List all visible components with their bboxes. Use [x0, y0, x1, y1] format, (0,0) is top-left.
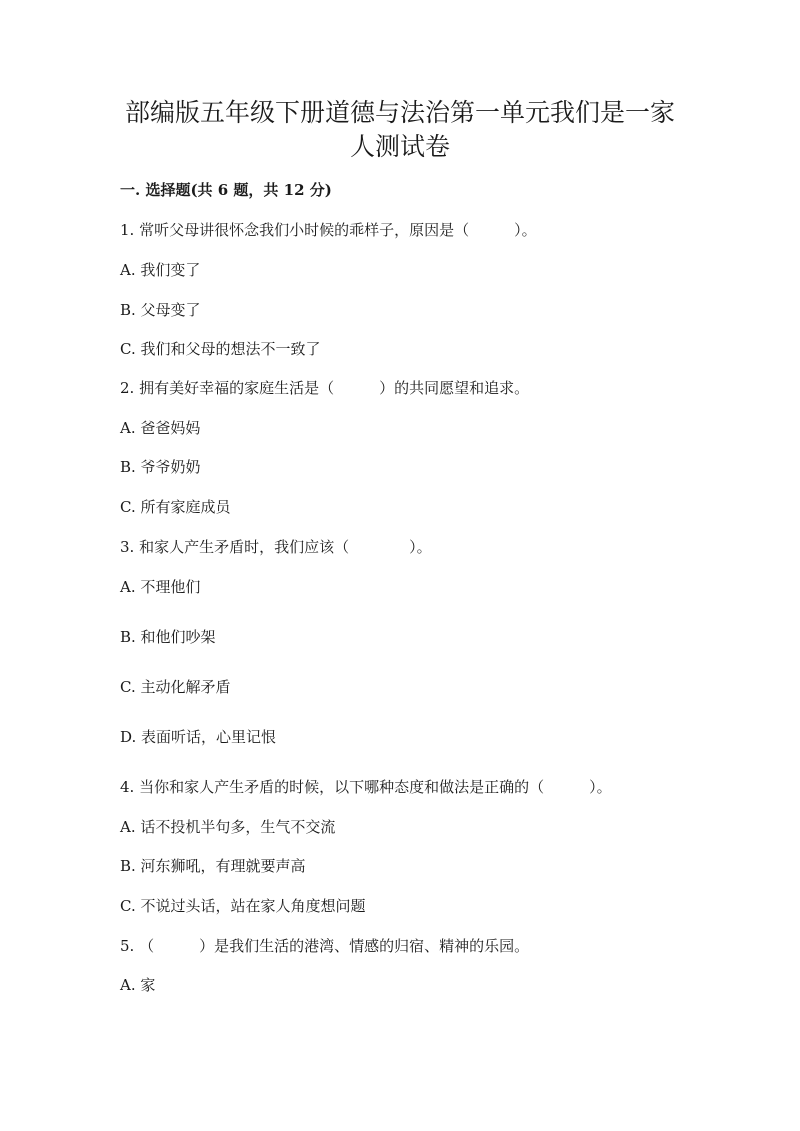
question-1-stem: 1. 常听父母讲很怀念我们小时候的乖样子，原因是（ ）。	[120, 221, 537, 239]
question-5-option-a: A. 家	[120, 976, 156, 994]
question-3-option-d: D. 表面听话，心里记恨	[120, 728, 277, 746]
question-1-option-c: C. 我们和父母的想法不一致了	[120, 340, 321, 358]
question-3-option-c: C. 主动化解矛盾	[120, 678, 231, 696]
question-5-stem: 5. （ ）是我们生活的港湾、情感的归宿、精神的乐园。	[120, 937, 530, 955]
question-2-option-c: C. 所有家庭成员	[120, 498, 231, 516]
question-1-option-a: A. 我们变了	[120, 261, 201, 279]
title-line-2: 人测试卷	[349, 132, 450, 161]
question-3-stem: 3. 和家人产生矛盾时，我们应该（ ）。	[120, 538, 432, 556]
question-4-option-a: A. 话不投机半句多，生气不交流	[120, 818, 336, 836]
question-4-option-b: B. 河东狮吼，有理就要声高	[120, 857, 306, 875]
section-heading: 一. 选择题(共 6 题，共 12 分)	[120, 181, 332, 199]
question-1-option-b: B. 父母变了	[120, 301, 201, 319]
question-2-option-b: B. 爷爷奶奶	[120, 458, 201, 476]
question-3-option-a: A. 不理他们	[120, 578, 201, 596]
question-4-option-c: C. 不说过头话，站在家人角度想问题	[120, 897, 366, 915]
question-2-stem: 2. 拥有美好幸福的家庭生活是（ ）的共同愿望和追求。	[120, 379, 530, 397]
page-title	[100, 96, 700, 164]
question-3-option-b: B. 和他们吵架	[120, 628, 216, 646]
question-2-option-a: A. 爸爸妈妈	[120, 419, 201, 437]
question-4-stem: 4. 当你和家人产生矛盾的时候，以下哪种态度和做法是正确的（ ）。	[120, 778, 612, 796]
title-line-1: 部编版五年级下册道德与法治第一单元我们是一家	[124, 98, 675, 127]
